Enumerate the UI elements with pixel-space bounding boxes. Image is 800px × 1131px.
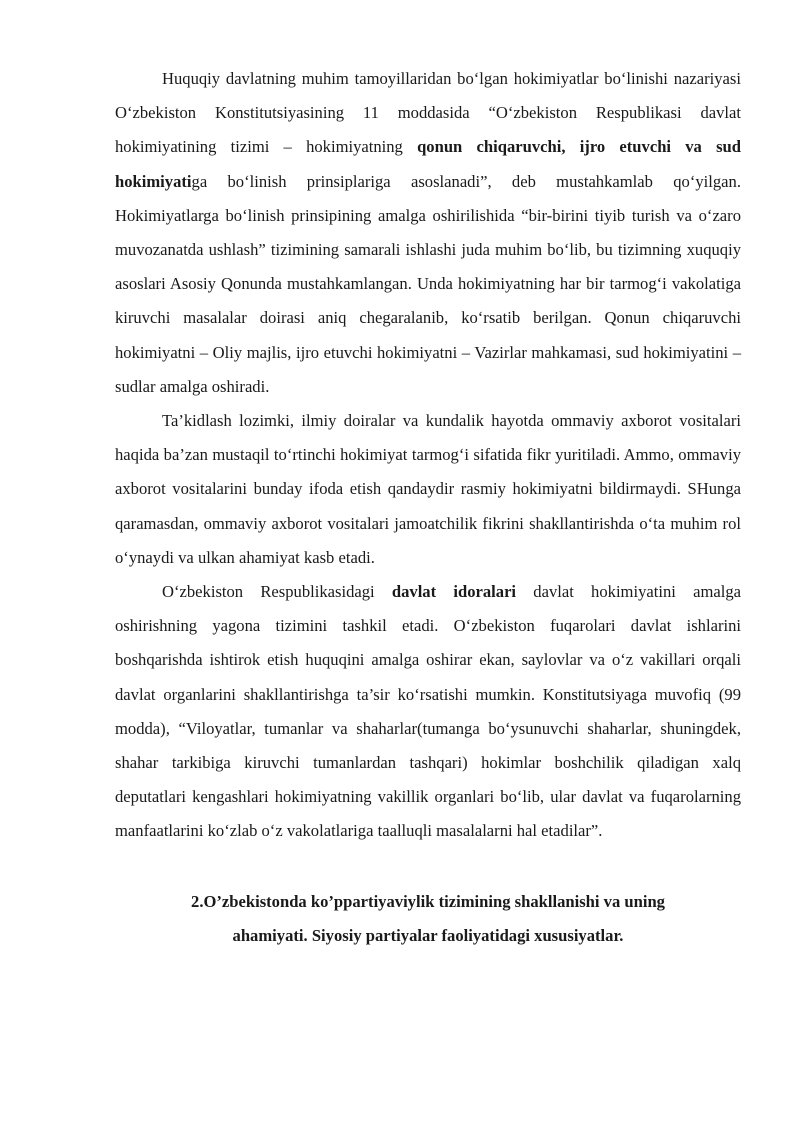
heading-line-2: ahamiyati. Siyosiy partiyalar faoliyatidagi xususiyatlar.: [232, 925, 624, 945]
document-page: [115, 62, 741, 953]
paragraph-text: Ta’kidlash lozimki, ilmiy doiralar va kundalik hayotda ommaviy axborot vositalari haqida ba’zan mustaqil to‘rtinchi hokimiyat tarmog‘i sifatida fikr yuritiladi. Ammo, ommaviy axborot vositalarini bunday ifoda etish qandaydir rasmiy hokimiyatni bildirmaydi. SHunga qaramasdan, ommaviy axborot vositalari jamoatchilik fikrini shakllantirishda o‘ta muhim rol o‘ynaydi va ulkan ahamiyat kasb etadi.: [115, 411, 741, 567]
paragraph-text: ga bo‘linish prinsiplariga asoslanadi”, deb mustahkamlab qo‘yilgan. Hokimiyatlarga bo‘linish prinsipining amalga oshirilishida “bir-birini tiyib turish va o‘zaro muvozanatda ushlash” tizimining samarali ishlashi juda muhim bo‘lib, bu tizimning xuquqiy asoslari Asosiy Qonunda mustahkamlangan. Unda hokimiyatning har bir tarmog‘i vakolatiga kiruvchi masalalar doirasi aniq chegaralanib, ko‘rsatib berilgan. Qonun chiqaruvchi hokimiyatni – Oliy majlis, ijro etuvchi hokimiyatni – Vazirlar mahkamasi, sud hokimiyatini – sudlar amalga oshiradi.: [115, 171, 741, 396]
heading-line-1: 2.O’zbekistonda ko’ppartiyaviylik tizimining shakllanishi va uning: [191, 891, 665, 911]
paragraph-text: davlat hokimiyatini amalga oshirishning yagona tizimini tashkil etadi. O‘zbekiston fuqarolari davlat ishlarini boshqarishda ishtirok etish huquqini amalga oshirar ekan, saylovlar va o‘z vakillari orqali davlat organlarini shakllantirishga ta’sir ko‘rsatishi mumkin. Konstitutsiyaga muvofiq (99 modda), “Viloyatlar, tumanlar va shaharlar(tumanga bo‘ysunuvchi shaharlar, shuningdek, shahar tarkibiga kiruvchi tumanlardan tashqari) hokimlar boshchilik qiladigan xalq deputatlari kengashlari hokimiyatning vakillik organlari bo‘lib, ular davlat va fuqarolarning manfaatlarini ko‘zlab o‘z vakolatlariga taalluqli masalalarni hal etadilar”.: [115, 582, 741, 841]
paragraph-text: O‘zbekiston Respublikasidagi: [162, 582, 392, 602]
paragraph-mass-media: [115, 404, 741, 575]
bold-phrase: davlat idoralari: [391, 582, 517, 602]
paragraph-separation-of-powers: [115, 62, 741, 404]
paragraph-state-bodies: [115, 575, 741, 849]
bold-phrase: qonun chiqaruvchi, ijro etuvchi va sud hokimiyati: [115, 137, 741, 191]
section-heading: [115, 885, 741, 953]
paragraph-text: Huquqiy davlatning muhim tamoyillaridan bo‘lgan hokimiyatlar bo‘linishi nazariyasi O‘zbekiston Konstitutsiyasining 11 moddasida “O‘zbekiston Respublikasi davlat hokimiyatining tizimi – hokimiyatning: [115, 69, 741, 157]
